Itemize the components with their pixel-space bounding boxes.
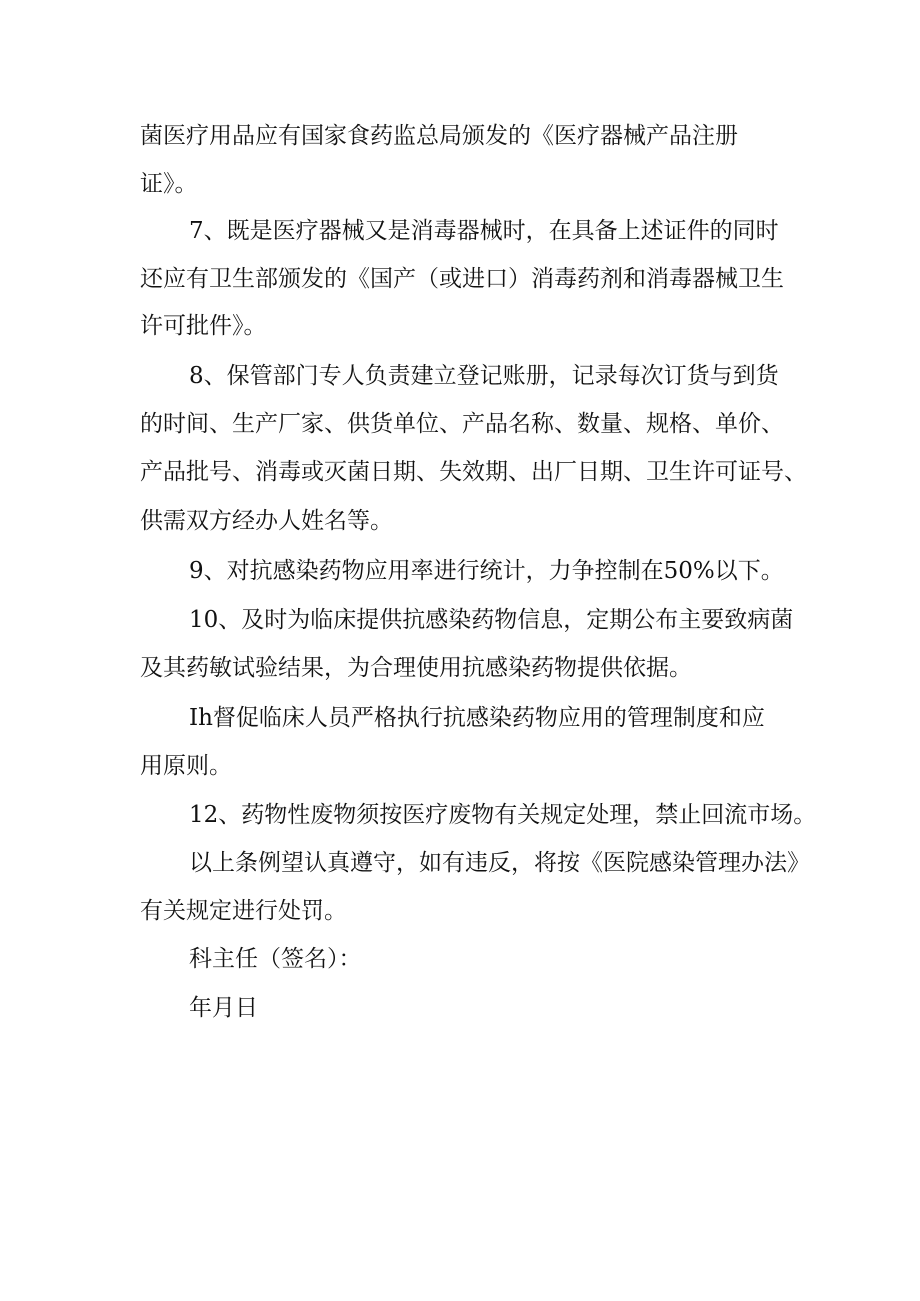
- text-line: 以上条例望认真遵守，如有违反，将按《医院感染管理办法》: [189, 850, 810, 876]
- text-line: 还应有卫生部颁发的《国产（或进口）消毒药剂和消毒器械卫生: [140, 266, 784, 292]
- text-line: 及其药敏试验结果，为合理使用抗感染药物提供依据。: [140, 655, 692, 681]
- date-line: 年月日: [189, 995, 258, 1021]
- text-line: 10、及时为临床提供抗感染药物信息，定期公布主要致病菌: [189, 607, 794, 633]
- text-line: 供需双方经办人姓名等。: [140, 508, 393, 534]
- text-line: 12、药物性废物须按医疗废物有关规定处理，禁止回流市场。: [189, 802, 817, 828]
- text-line: 用原则。: [140, 753, 232, 779]
- text-line: 有关规定进行处罚。: [140, 898, 347, 924]
- text-line: 的时间、生产厂家、供货单位、产品名称、数量、规格、单价、: [140, 411, 784, 437]
- text-line: 菌医疗用品应有国家食药监总局颁发的《医疗器械产品注册: [140, 123, 738, 149]
- text-line: Ih督促临床人员严格执行抗感染药物应用的管理制度和应: [189, 705, 765, 731]
- text-line: 8、保管部门专人负责建立登记账册，记录每次订货与到货: [189, 363, 779, 389]
- text-line: 证》。: [140, 171, 198, 197]
- text-line: 产品批号、消毒或灭菌日期、失效期、出厂日期、卫生许可证号、: [140, 459, 807, 485]
- text-line: 9、对抗感染药物应用率进行统计，力争控制在50%以下。: [189, 558, 784, 584]
- text-line: 许可批件》。: [140, 313, 267, 339]
- signature-line: 科主任（签名）：: [189, 946, 362, 972]
- text-line: 7、既是医疗器械又是消毒器械时，在具备上述证件的同时: [189, 218, 779, 244]
